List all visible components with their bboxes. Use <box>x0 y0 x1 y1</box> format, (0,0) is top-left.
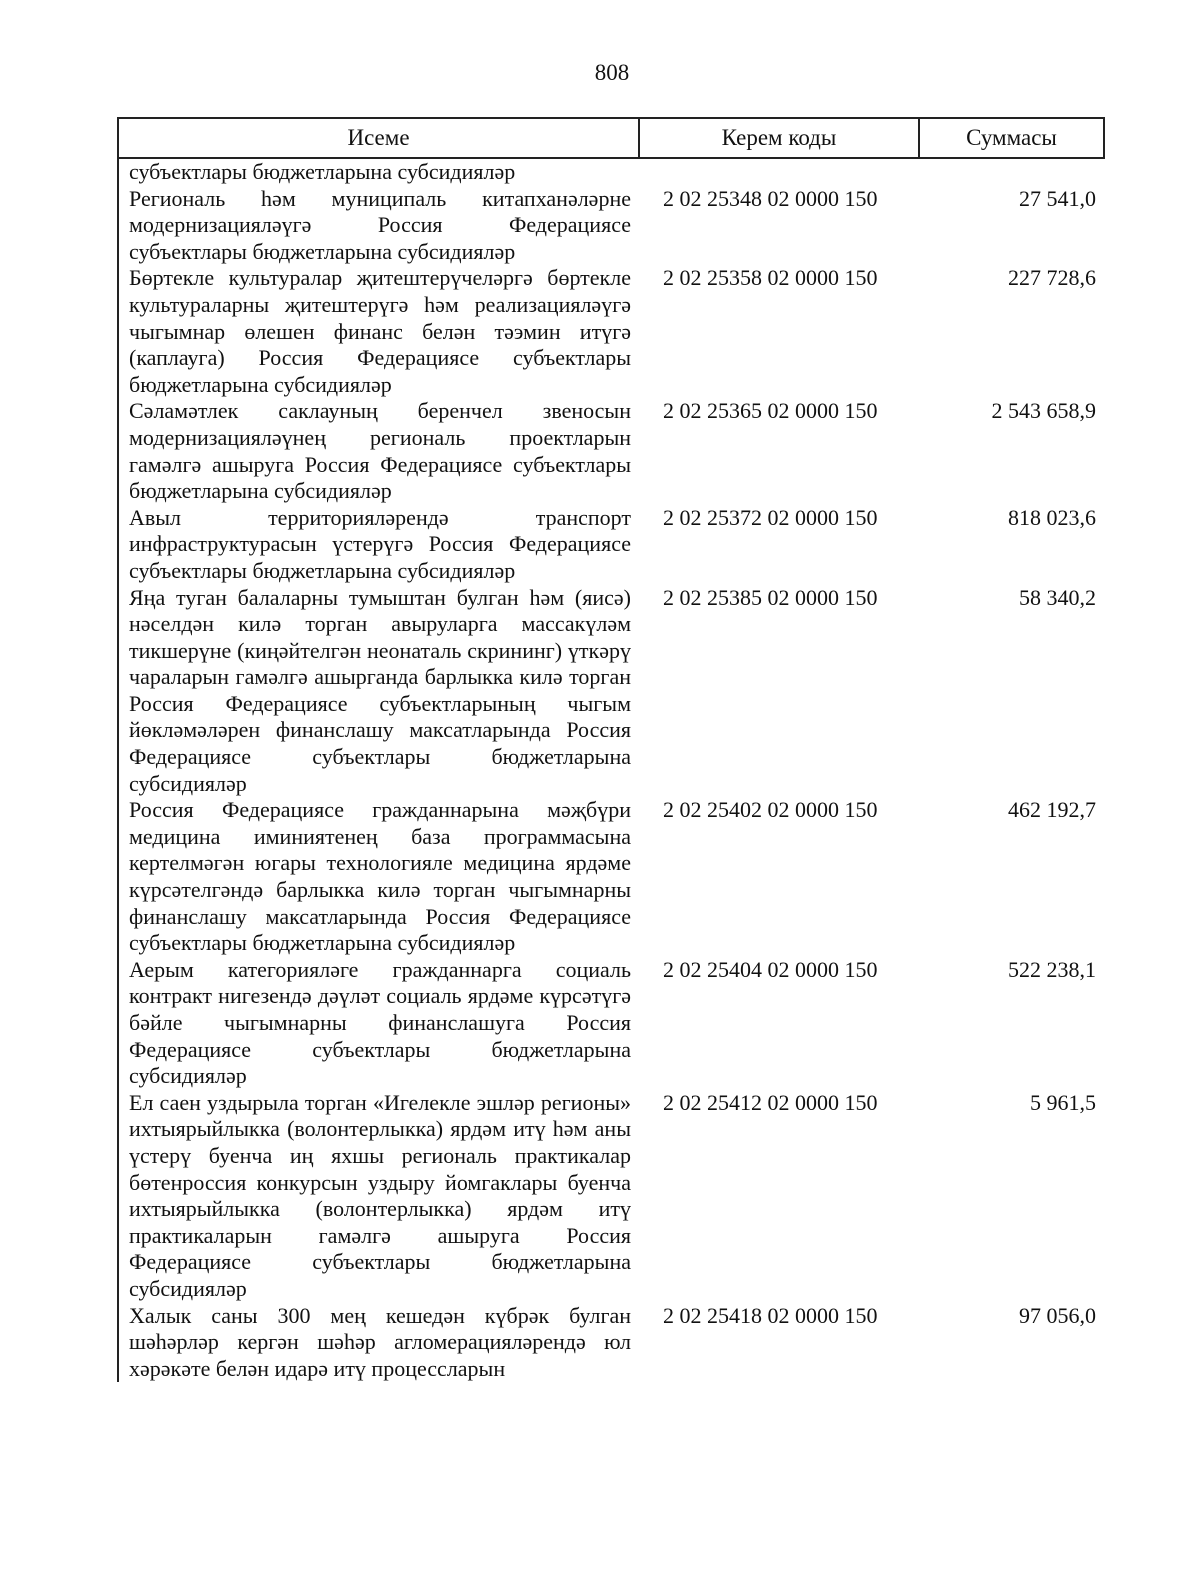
row-name: Сәламәтлек саклауның беренчел звеносын модернизацияләүнең региональ проектларын гамәлгә ашыруга Россия Федерациясе субъектлары бюджетларына субсидияләр <box>118 398 639 504</box>
table-row <box>118 186 1104 266</box>
row-code: 2 02 25418 02 0000 150 <box>663 1302 878 1328</box>
row-code: 2 02 25412 02 0000 150 <box>663 1089 878 1115</box>
row-code: 2 02 25365 02 0000 150 <box>663 398 878 424</box>
row-name: Региональ һәм муниципаль китапханәләрне модернизацияләүгә Россия Федерациясе субъектлары бюджетларына субсидияләр <box>118 186 639 266</box>
row-code: 2 02 25348 02 0000 150 <box>663 185 878 211</box>
row-code: 2 02 25404 02 0000 150 <box>663 956 878 982</box>
table-row <box>118 158 1104 186</box>
row-name: Яңа туган балаларны тумыштан булган һәм (яисә) нәселдән килә торган авыруларга массакүләм тикшерүне (киңәйтелгән неонаталь скрининг) үткәрү чараларын гамәлгә ашырганда барлыкка килә торган Россия Федерациясе субъектларының чыгым йөкләмәләрен финанслашу максатларында Россия Федерациясе субъектлары бюджетларына субсидияләр <box>118 585 639 798</box>
row-name: Авыл территорияләрендә транспорт инфраструктурасын үстерүгә Россия Федерациясе субъектлары бюджетларына субсидияләр <box>118 505 639 585</box>
header-code: Керем коды <box>639 118 919 158</box>
row-name: субъектлары бюджетларына субсидияләр <box>118 158 639 186</box>
header-sum: Суммасы <box>919 118 1104 158</box>
header-name: Исеме <box>118 118 639 158</box>
row-sum: 522 238,1 <box>1008 956 1096 982</box>
table-row <box>118 797 1104 957</box>
row-code: 2 02 25358 02 0000 150 <box>663 265 878 291</box>
table-row <box>118 398 1104 504</box>
table-row <box>118 265 1104 398</box>
budget-table <box>117 117 1105 1382</box>
row-code: 2 02 25385 02 0000 150 <box>663 584 878 610</box>
table-row <box>118 1090 1104 1303</box>
table-row <box>118 505 1104 585</box>
row-sum: 97 056,0 <box>1019 1302 1096 1328</box>
row-name: Аерым категорияләге гражданнарга социаль контракт нигезендә дәүләт социаль ярдәме күрсәтүгә бәйле чыгымнарны финанслашуга Россия Федерациясе субъектлары бюджетларына субсидияләр <box>118 957 639 1090</box>
row-sum <box>919 158 1104 186</box>
row-code: 2 02 25402 02 0000 150 <box>663 797 878 823</box>
row-name: Халык саны 300 мең кешедән күбрәк булган шәһәрләр кергән шәһәр агломерацияләрендә юл хәрәкәте белән идарә итү процессларын <box>118 1303 639 1383</box>
row-sum: 227 728,6 <box>1008 265 1096 291</box>
table-row <box>118 957 1104 1090</box>
row-name: Россия Федерациясе гражданнарына мәҗбүри медицина иминиятенең база программасына кертелмәгән югары технологияле медицина ярдәме күрсәтелгәндә барлыкка килә торган чыгымнарны финанслашу максатларында Россия Федерациясе субъектлары бюджетларына субсидияләр <box>118 797 639 957</box>
row-code: 2 02 25372 02 0000 150 <box>663 504 878 530</box>
row-sum: 818 023,6 <box>1008 504 1096 530</box>
table-header-row <box>118 118 1104 158</box>
row-sum: 58 340,2 <box>1019 584 1096 610</box>
table-row <box>118 1303 1104 1383</box>
row-sum: 2 543 658,9 <box>991 398 1096 424</box>
page-number: 808 <box>594 60 630 85</box>
row-sum: 5 961,5 <box>1030 1089 1096 1115</box>
row-name: Бөртекле культуралар җитештерүчеләргә бөртекле культураларны җитештерүгә һәм реализацияләүгә чыгымнар өлешен финанс белән тәэмин итүгә (каплауга) Россия Федерациясе субъектлары бюджетларына субсидияләр <box>118 265 639 398</box>
row-sum: 462 192,7 <box>1008 797 1096 823</box>
row-sum: 27 541,0 <box>1019 185 1096 211</box>
table-row <box>118 585 1104 798</box>
row-name: Ел саен уздырыла торган «Игелекле эшләр регионы» ихтыярыйлыкка (волонтерлыкка) ярдәм итү һәм аны үстерү буенча иң яхшы региональ практикалар бөтенроссия конкурсын уздыру йомгаклары буенча ихтыярыйлыкка (волонтерлыкка) ярдәм итү практикаларын гамәлгә ашыруга Россия Федерациясе субъектлары бюджетларына субсидияләр <box>118 1090 639 1303</box>
row-code <box>639 158 919 186</box>
